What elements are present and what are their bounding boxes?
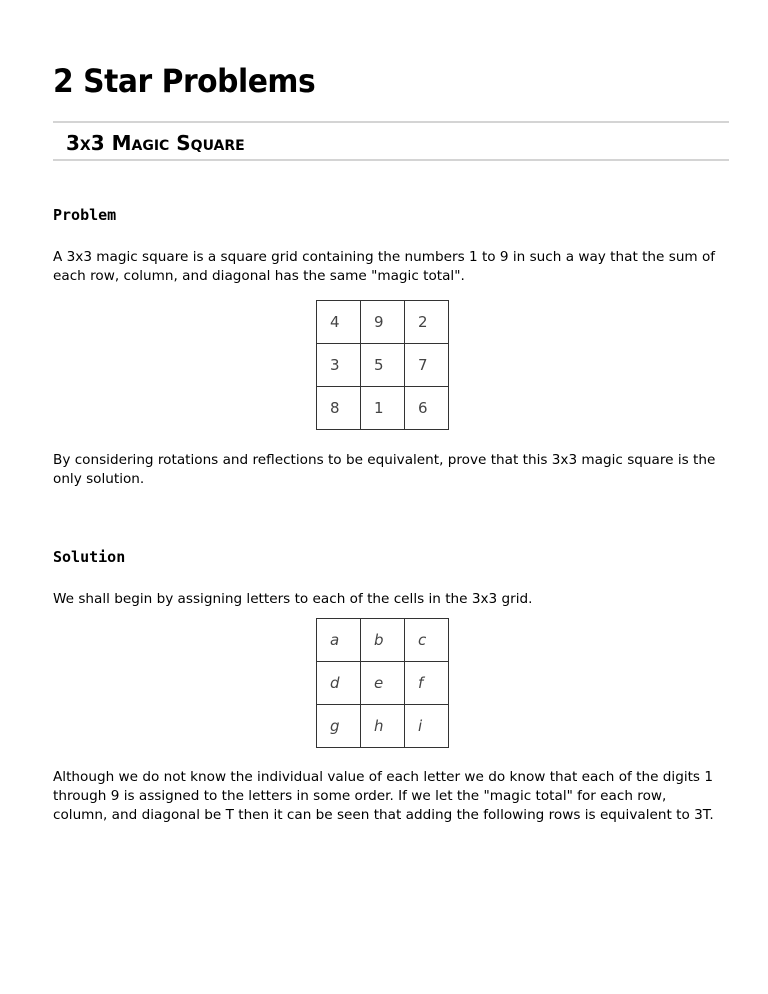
grid-cell: 6 [405, 387, 449, 430]
grid-cell: 9 [361, 301, 405, 344]
problem-task: By considering rotations and reflections to be equivalent, prove that this 3x3 magic square is the only solution. [53, 452, 716, 487]
grid-cell: d [317, 662, 361, 705]
solution-intro: We shall begin by assigning letters to each of the cells in the 3x3 grid. [53, 591, 533, 607]
grid-cell: g [317, 705, 361, 748]
grid-cell: 8 [317, 387, 361, 430]
page-title: 2 Star Problems [53, 62, 316, 100]
grid-cell: c [405, 619, 449, 662]
grid-cell: b [361, 619, 405, 662]
grid-cell: 3 [317, 344, 361, 387]
grid-cell: 5 [361, 344, 405, 387]
section-title: 3x3 Magic Square [66, 131, 245, 155]
magic-square-grid [316, 300, 449, 430]
grid-cell: 4 [317, 301, 361, 344]
grid-cell: 7 [405, 344, 449, 387]
letter-grid [316, 618, 449, 748]
grid-cell: i [405, 705, 449, 748]
problem-heading: Problem [53, 206, 117, 224]
solution-heading: Solution [53, 548, 126, 566]
problem-intro: A 3x3 magic square is a square grid containing the numbers 1 to 9 in such a way that the sum of each row, column, and diagonal has the same "magic total". [53, 249, 716, 284]
divider [53, 159, 729, 161]
grid-cell: h [361, 705, 405, 748]
divider [53, 121, 729, 123]
grid-cell: e [361, 662, 405, 705]
grid-cell: a [317, 619, 361, 662]
grid-cell: 2 [405, 301, 449, 344]
solution-text: Although we do not know the individual value of each letter we do know that each of the digits 1 through 9 is assigned to the letters in some order. If we let the "magic total" for each row, column, and diagonal be T then it can be seen that adding the following rows is equivalent to 3T. [53, 769, 714, 823]
grid-cell: f [405, 662, 449, 705]
grid-cell: 1 [361, 387, 405, 430]
